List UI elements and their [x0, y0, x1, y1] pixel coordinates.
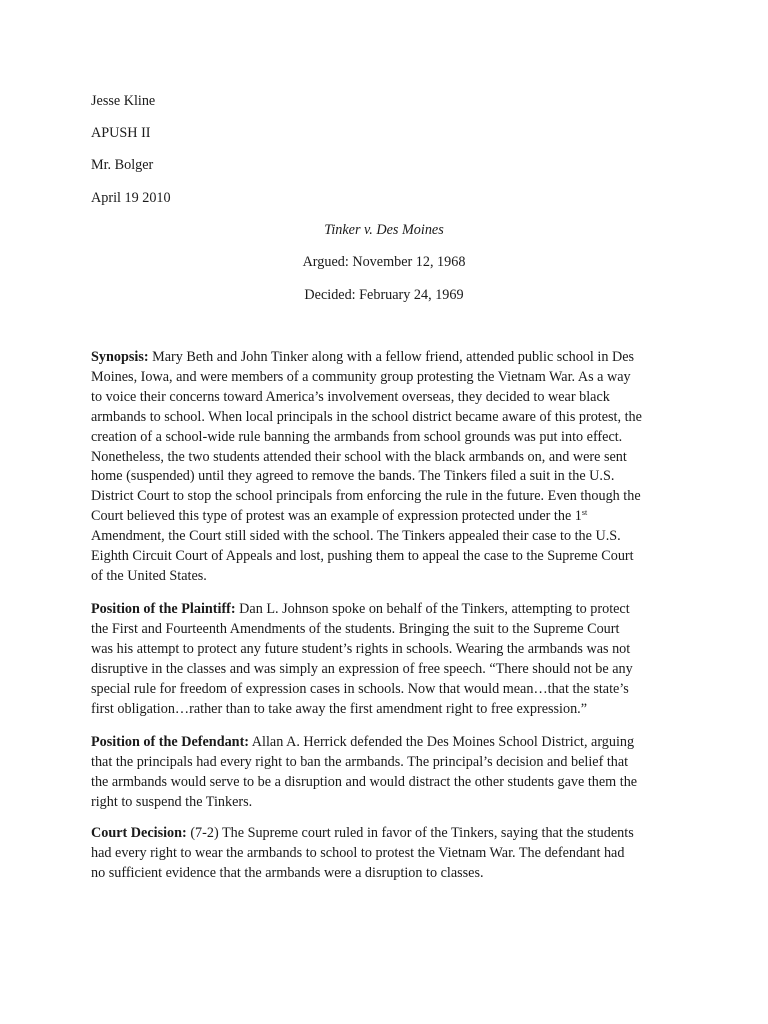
- plaintiff-line: special rule for freedom of expression cases in schools. Now that would mean…that the state’s: [91, 680, 629, 697]
- defendant-section: [91, 733, 683, 813]
- synopsis-line: of the United States.: [91, 567, 207, 584]
- plaintiff-line: disruptive in the classes and was simply an expression of free speech. “There should not be any: [91, 660, 633, 677]
- argued-date: Argued: November 12, 1968: [302, 254, 466, 270]
- course-name: APUSH II: [91, 125, 151, 141]
- synopsis-line: creation of a school-wide rule banning the armbands from school grounds was put into effect.: [91, 428, 623, 445]
- decision-line: (7-2) The Supreme court ruled in favor of the Tinkers, saying that the students: [186, 825, 634, 841]
- synopsis-line: Amendment, the Court still sided with the school. The Tinkers appealed their case to the U.S.: [91, 528, 621, 545]
- synopsis-line: District Court to stop the school principals from enforcing the rule in the future. Even though the: [91, 488, 641, 505]
- teacher-name: Mr. Bolger: [91, 157, 154, 173]
- synopsis-label: Synopsis:: [91, 349, 149, 365]
- decision-line: had every right to wear the armbands to school to protest the Vietnam War. The defendant had: [91, 844, 625, 861]
- plaintiff-line: the First and Fourteenth Amendments of the students. Bringing the suit to the Supreme Court: [91, 620, 620, 637]
- plaintiff-line: was his attempt to protect any future student’s rights in schools. Wearing the armbands was not: [91, 640, 631, 657]
- decision-line: no sufficient evidence that the armbands were a disruption to classes.: [91, 864, 484, 881]
- synopsis-line: Court believed this type of protest was an example of expression protected under the 1: [91, 508, 582, 525]
- decision-label: Court Decision:: [91, 825, 187, 841]
- decision-section: [91, 824, 683, 884]
- synopsis-line: Moines, Iowa, and were members of a community group protesting the Vietnam War. As a way: [91, 368, 631, 385]
- synopsis-line: home (suspended) until they agreed to remove the bands. The Tinkers filed a suit in the U.S.: [91, 468, 615, 485]
- synopsis-line: to voice their concerns toward America’s involvement overseas, they decided to wear black: [91, 388, 610, 405]
- student-name: Jesse Kline: [91, 93, 156, 109]
- defendant-line: that the principals had every right to ban the armbands. The principal’s decision and belief that: [91, 753, 629, 770]
- plaintiff-section: [91, 600, 683, 719]
- document-date: April 19 2010: [91, 190, 171, 206]
- case-title: Tinker v. Des Moines: [324, 222, 444, 238]
- defendant-line: Allan A. Herrick defended the Des Moines School District, arguing: [249, 734, 635, 750]
- defendant-line: right to suspend the Tinkers.: [91, 793, 253, 810]
- defendant-line: the armbands would serve to be a disruption and would distract the other students gave them the: [91, 773, 638, 790]
- decided-date: Decided: February 24, 1969: [304, 287, 464, 303]
- plaintiff-label: Position of the Plaintiff:: [91, 601, 236, 617]
- synopsis-line: Eighth Circuit Court of Appeals and lost, pushing them to appeal the case to the Supreme Court: [91, 548, 634, 565]
- ordinal-superscript: st: [581, 508, 588, 518]
- synopsis-line: Mary Beth and John Tinker along with a fellow friend, attended public school in Des: [148, 349, 635, 365]
- plaintiff-line: Dan L. Johnson spoke on behalf of the Tinkers, attempting to protect: [235, 601, 630, 617]
- plaintiff-line: first obligation…rather than to take away the first amendment right to free expression.”: [91, 700, 588, 717]
- synopsis-section: [91, 348, 683, 587]
- synopsis-line: Nonetheless, the two students attended their school with the black armbands on, and were sent: [91, 448, 627, 465]
- synopsis-line: armbands to school. When local principals in the school district became aware of this protest, the: [91, 408, 642, 425]
- defendant-label: Position of the Defendant:: [91, 734, 250, 750]
